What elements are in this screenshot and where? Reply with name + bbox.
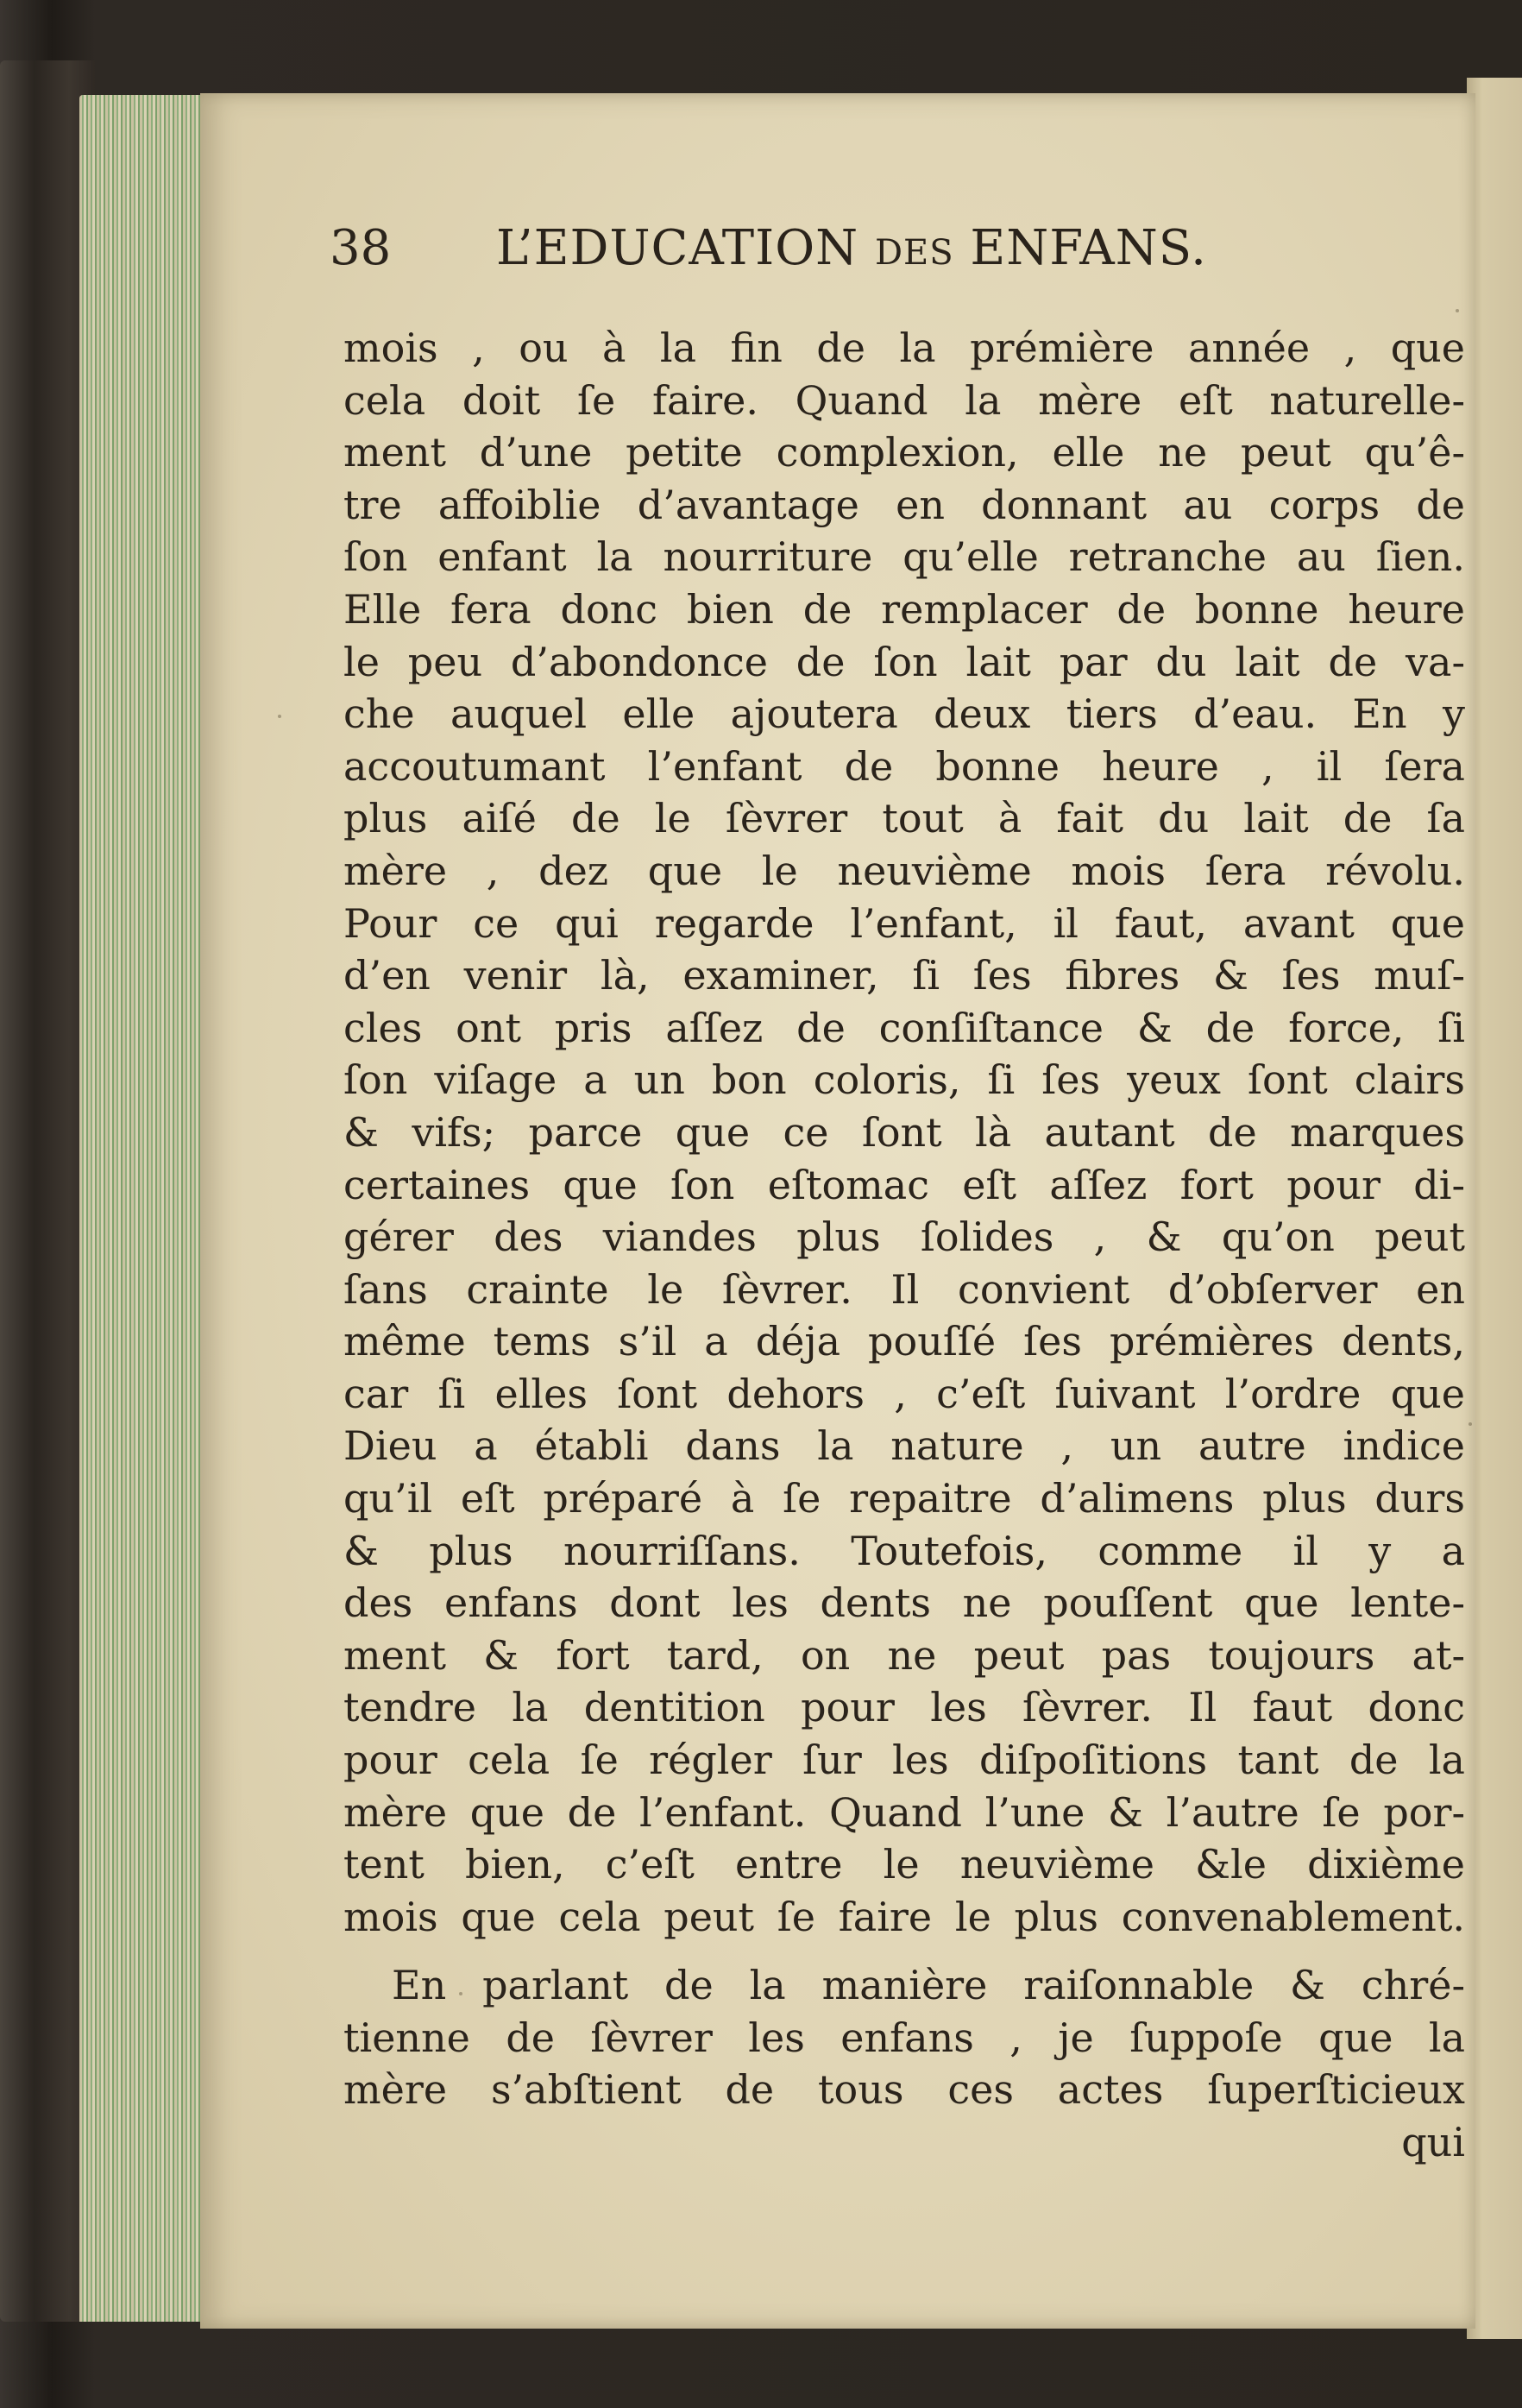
catchword: qui: [1401, 2118, 1465, 2165]
paper-speck: [459, 1992, 462, 1995]
text-line: En parlant de la manière raiſonnable & chré-: [392, 1962, 1465, 2008]
running-title-part3: ENFANS.: [953, 220, 1207, 276]
text-line: ment & fort tard, on ne peut pas toujours at-: [343, 1631, 1465, 1679]
text-line: tent bien, c’eſt entre le neuvième &le dixième: [343, 1841, 1465, 1888]
paper-speck: [1469, 1422, 1472, 1426]
text-line: ſon viſage a un bon coloris, ſi ſes yeux ſont clairs: [343, 1056, 1465, 1104]
text-line: cela doit ſe faire. Quand la mère eſt naturelle-: [343, 376, 1465, 424]
text-line: mère que de l’enfant. Quand l’une & l’autre ſe por-: [343, 1788, 1465, 1836]
text-line: Elle fera donc bien de remplacer de bonne heure: [343, 585, 1465, 633]
text-line: tienne de ſèvrer les enfans , je ſuppoſe que la: [343, 2014, 1465, 2061]
text-line: car ſi elles ſont dehors , c’eſt ſuivant l’ordre que: [343, 1370, 1465, 1417]
paragraph-1: [343, 322, 1465, 1943]
text-line: pour cela ſe régler ſur les diſpoſitions tant de la: [343, 1737, 1465, 1784]
running-head: [330, 214, 1451, 292]
text-line: mère , dez que le neuvième mois ſera révolu.: [343, 847, 1465, 894]
text-line: mois que cela peut ſe faire le plus convenablement.: [343, 1893, 1465, 1940]
text-line: ment d’une petite complexion, elle ne peut qu’ê-: [343, 429, 1465, 476]
text-line: le peu d’abondonce de ſon lait par du lait de va-: [343, 638, 1465, 685]
text-line: des enfans dont les dents ne pouſſent que lente-: [343, 1579, 1465, 1627]
running-title: [496, 214, 1207, 287]
text-line: & vifs; parce que ce ſont là autant de marques: [343, 1108, 1465, 1156]
text-line: certaines que ſon eſtomac eſt aſſez fort pour di-: [343, 1161, 1465, 1208]
text-line: & plus nourriſſans. Toutefois, comme il y a: [343, 1527, 1465, 1574]
text-line: gérer des viandes plus ſolides , & qu’on peut: [343, 1213, 1465, 1261]
text-line: mois , ou à la fin de la prémière année , que: [343, 325, 1465, 371]
text-line: accoutumant l’enfant de bonne heure , il ſera: [343, 742, 1465, 790]
text-line: qu’il eſt préparé à ſe repaitre d’alimens plus durs: [343, 1475, 1465, 1522]
text-line: mère s’abſtient de tous ces actes ſuperſticieux: [343, 2066, 1465, 2114]
book-page: [200, 93, 1475, 2329]
text-line: Pour ce qui regarde l’enfant, il faut, avant que: [343, 899, 1465, 947]
paper-speck: [278, 715, 281, 718]
paper-speck: [1456, 309, 1459, 312]
text-line: ſans crainte le ſèvrer. Il convient d’obſerver en: [343, 1265, 1465, 1313]
page-number: 38: [330, 220, 392, 276]
running-title-part1: L’EDUCATION: [496, 220, 875, 276]
text-line: tre affoiblie d’avantage en donnant au corps de: [343, 481, 1465, 528]
text-line: che auquel elle ajoutera deux tiers d’eau. En y: [343, 690, 1465, 738]
running-title-part2: DES: [874, 233, 954, 273]
page-stack-edges: [79, 95, 209, 2322]
text-line: même tems s’il a déja pouſſé ſes prémières dents,: [343, 1318, 1465, 1365]
text-line: cles ont pris aſſez de conſiſtance & de force, ſi: [343, 1004, 1465, 1051]
text-line: Dieu a établi dans la nature , un autre indice: [343, 1422, 1465, 1470]
text-line: ſon enfant la nourriture qu’elle retranche au ſien.: [343, 533, 1465, 581]
text-line: plus aiſé de le ſèvrer tout à fait du lait de ſa: [343, 795, 1465, 842]
paragraph-2: [343, 1959, 1465, 2168]
text-line: d’en venir là, examiner, ſi ſes fibres & ſes muſ-: [343, 952, 1465, 999]
text-line: tendre la dentition pour les ſèvrer. Il faut donc: [343, 1684, 1465, 1731]
